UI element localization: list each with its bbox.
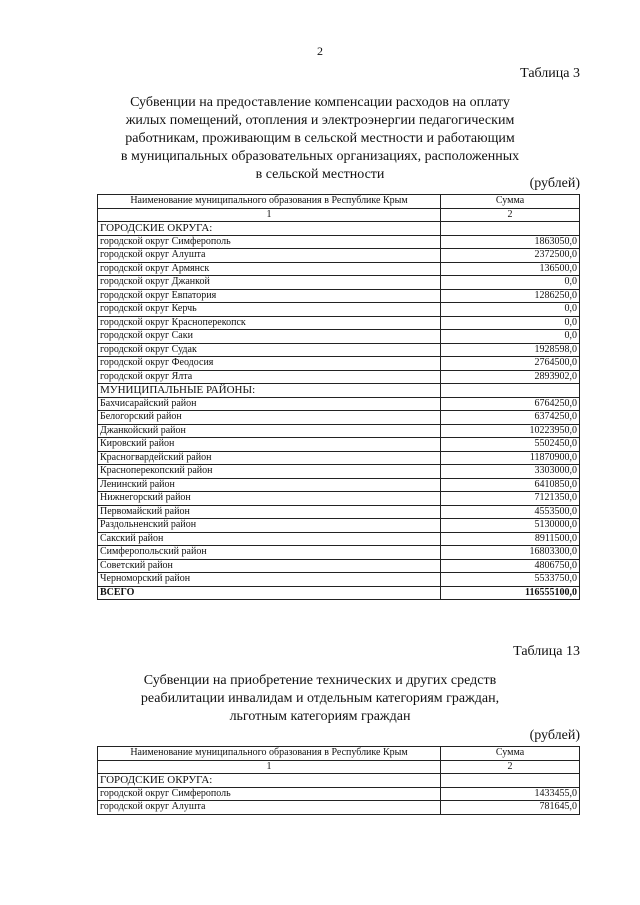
row-name: городской округ Красноперекопск	[98, 316, 441, 330]
table-row	[98, 411, 580, 425]
row-name: Ленинский район	[98, 478, 441, 492]
row-name: городской округ Керчь	[98, 303, 441, 317]
table-row	[98, 546, 580, 560]
table-row	[98, 505, 580, 519]
row-value: 2893902,0	[441, 370, 580, 384]
table13-title	[60, 672, 580, 726]
row-name: ВСЕГО	[98, 586, 441, 600]
table-row	[98, 787, 580, 801]
row-value: 4806750,0	[441, 559, 580, 573]
row-value: 2764500,0	[441, 357, 580, 371]
table3-index-2: 2	[441, 208, 580, 222]
table-row	[98, 249, 580, 263]
table3-units: (рублей)	[529, 176, 580, 191]
row-value: 5502450,0	[441, 438, 580, 452]
row-value: 116555100,0	[441, 586, 580, 600]
table3-index-1: 1	[98, 208, 441, 222]
table3-title-line: жилых помещений, отопления и электроэнергии педагогическим	[125, 113, 515, 128]
table3-title-line: работникам, проживающим в сельской местности и работающим	[125, 131, 515, 146]
row-value: 5130000,0	[441, 519, 580, 533]
table3-title-line: в сельской местности	[255, 167, 385, 182]
table-row	[98, 397, 580, 411]
row-value: 781645,0	[441, 801, 580, 815]
table13-header-name: Наименование муниципального образования в Республике Крым	[98, 747, 441, 761]
row-value: 6764250,0	[441, 397, 580, 411]
row-name: городской округ Симферополь	[98, 235, 441, 249]
row-name: Нижнегорский район	[98, 492, 441, 506]
row-name: Бахчисарайский район	[98, 397, 441, 411]
row-value: 0,0	[441, 276, 580, 290]
table-row	[98, 465, 580, 479]
table13-title-line: Субвенции на приобретение технических и других средств	[143, 673, 497, 688]
table3-title-line: в муниципальных образовательных организациях, расположенных	[120, 149, 520, 164]
table-row	[98, 519, 580, 533]
row-value: 1928598,0	[441, 343, 580, 357]
row-value: 1286250,0	[441, 289, 580, 303]
table-row	[98, 303, 580, 317]
table-row	[98, 276, 580, 290]
row-name: Сакский район	[98, 532, 441, 546]
table3-header-row	[98, 195, 580, 209]
row-value: 136500,0	[441, 262, 580, 276]
table-row	[98, 532, 580, 546]
table3-header-sum: Сумма	[441, 195, 580, 209]
table-row	[98, 438, 580, 452]
table3	[97, 194, 580, 600]
row-value: 1433455,0	[441, 787, 580, 801]
row-value	[441, 222, 580, 236]
row-value	[441, 774, 580, 788]
table13-index-2: 2	[441, 760, 580, 774]
row-value: 3303000,0	[441, 465, 580, 479]
table-row	[98, 559, 580, 573]
row-name: Советский район	[98, 559, 441, 573]
table3-index-row	[98, 208, 580, 222]
table-row	[98, 316, 580, 330]
table-row	[98, 330, 580, 344]
table13-title-line: реабилитации инвалидам и отдельным категориям граждан,	[140, 691, 500, 706]
table3-title	[60, 94, 580, 184]
row-name: Кировский район	[98, 438, 441, 452]
table13-index-row	[98, 760, 580, 774]
row-value: 0,0	[441, 303, 580, 317]
row-name: МУНИЦИПАЛЬНЫЕ РАЙОНЫ:	[98, 384, 441, 398]
row-value: 10223950,0	[441, 424, 580, 438]
row-value: 11870900,0	[441, 451, 580, 465]
table13-label: Таблица 13	[513, 644, 580, 659]
row-name: городской округ Феодосия	[98, 357, 441, 371]
table-row	[98, 451, 580, 465]
row-value: 7121350,0	[441, 492, 580, 506]
row-name: Черноморский район	[98, 573, 441, 587]
table13	[97, 746, 580, 815]
table-row	[98, 478, 580, 492]
row-value	[441, 384, 580, 398]
table3-title-line: Субвенции на предоставление компенсации расходов на оплату	[130, 95, 510, 110]
table-row	[98, 801, 580, 815]
row-name: городской округ Алушта	[98, 249, 441, 263]
table-row	[98, 262, 580, 276]
total-row	[98, 586, 580, 600]
row-value: 0,0	[441, 330, 580, 344]
table3-label: Таблица 3	[520, 66, 580, 81]
table-row	[98, 492, 580, 506]
group-row	[98, 384, 580, 398]
table-row	[98, 370, 580, 384]
row-name: городской округ Алушта	[98, 801, 441, 815]
table13-header-sum: Сумма	[441, 747, 580, 761]
row-name: городской округ Евпатория	[98, 289, 441, 303]
row-name: городской округ Джанкой	[98, 276, 441, 290]
row-name: ГОРОДСКИЕ ОКРУГА:	[98, 222, 441, 236]
table13-header-row	[98, 747, 580, 761]
row-name: ГОРОДСКИЕ ОКРУГА:	[98, 774, 441, 788]
row-value: 5533750,0	[441, 573, 580, 587]
row-name: Симферопольский район	[98, 546, 441, 560]
table-row	[98, 573, 580, 587]
row-value: 0,0	[441, 316, 580, 330]
row-name: Белогорский район	[98, 411, 441, 425]
group-row	[98, 774, 580, 788]
table3-body	[98, 222, 580, 600]
table-row	[98, 343, 580, 357]
row-value: 8911500,0	[441, 532, 580, 546]
row-name: Первомайский район	[98, 505, 441, 519]
table-row	[98, 357, 580, 371]
row-name: Джанкойский район	[98, 424, 441, 438]
row-name: городской округ Симферополь	[98, 787, 441, 801]
row-value: 6374250,0	[441, 411, 580, 425]
group-row	[98, 222, 580, 236]
table3-header-name: Наименование муниципального образования в Республике Крым	[98, 195, 441, 209]
row-value: 6410850,0	[441, 478, 580, 492]
row-name: Раздольненский район	[98, 519, 441, 533]
row-value: 4553500,0	[441, 505, 580, 519]
table13-index-1: 1	[98, 760, 441, 774]
table13-body	[98, 774, 580, 815]
table13-units: (рублей)	[529, 728, 580, 743]
table-row	[98, 235, 580, 249]
table-row	[98, 424, 580, 438]
table13-title-line: льготным категориям граждан	[229, 709, 411, 724]
row-name: Красногвардейский район	[98, 451, 441, 465]
page-number: 2	[317, 44, 323, 58]
table-row	[98, 289, 580, 303]
row-name: городской округ Ялта	[98, 370, 441, 384]
row-name: городской округ Саки	[98, 330, 441, 344]
row-name: городской округ Судак	[98, 343, 441, 357]
row-value: 2372500,0	[441, 249, 580, 263]
row-name: городской округ Армянск	[98, 262, 441, 276]
row-name: Красноперекопский район	[98, 465, 441, 479]
row-value: 16803300,0	[441, 546, 580, 560]
row-value: 1863050,0	[441, 235, 580, 249]
